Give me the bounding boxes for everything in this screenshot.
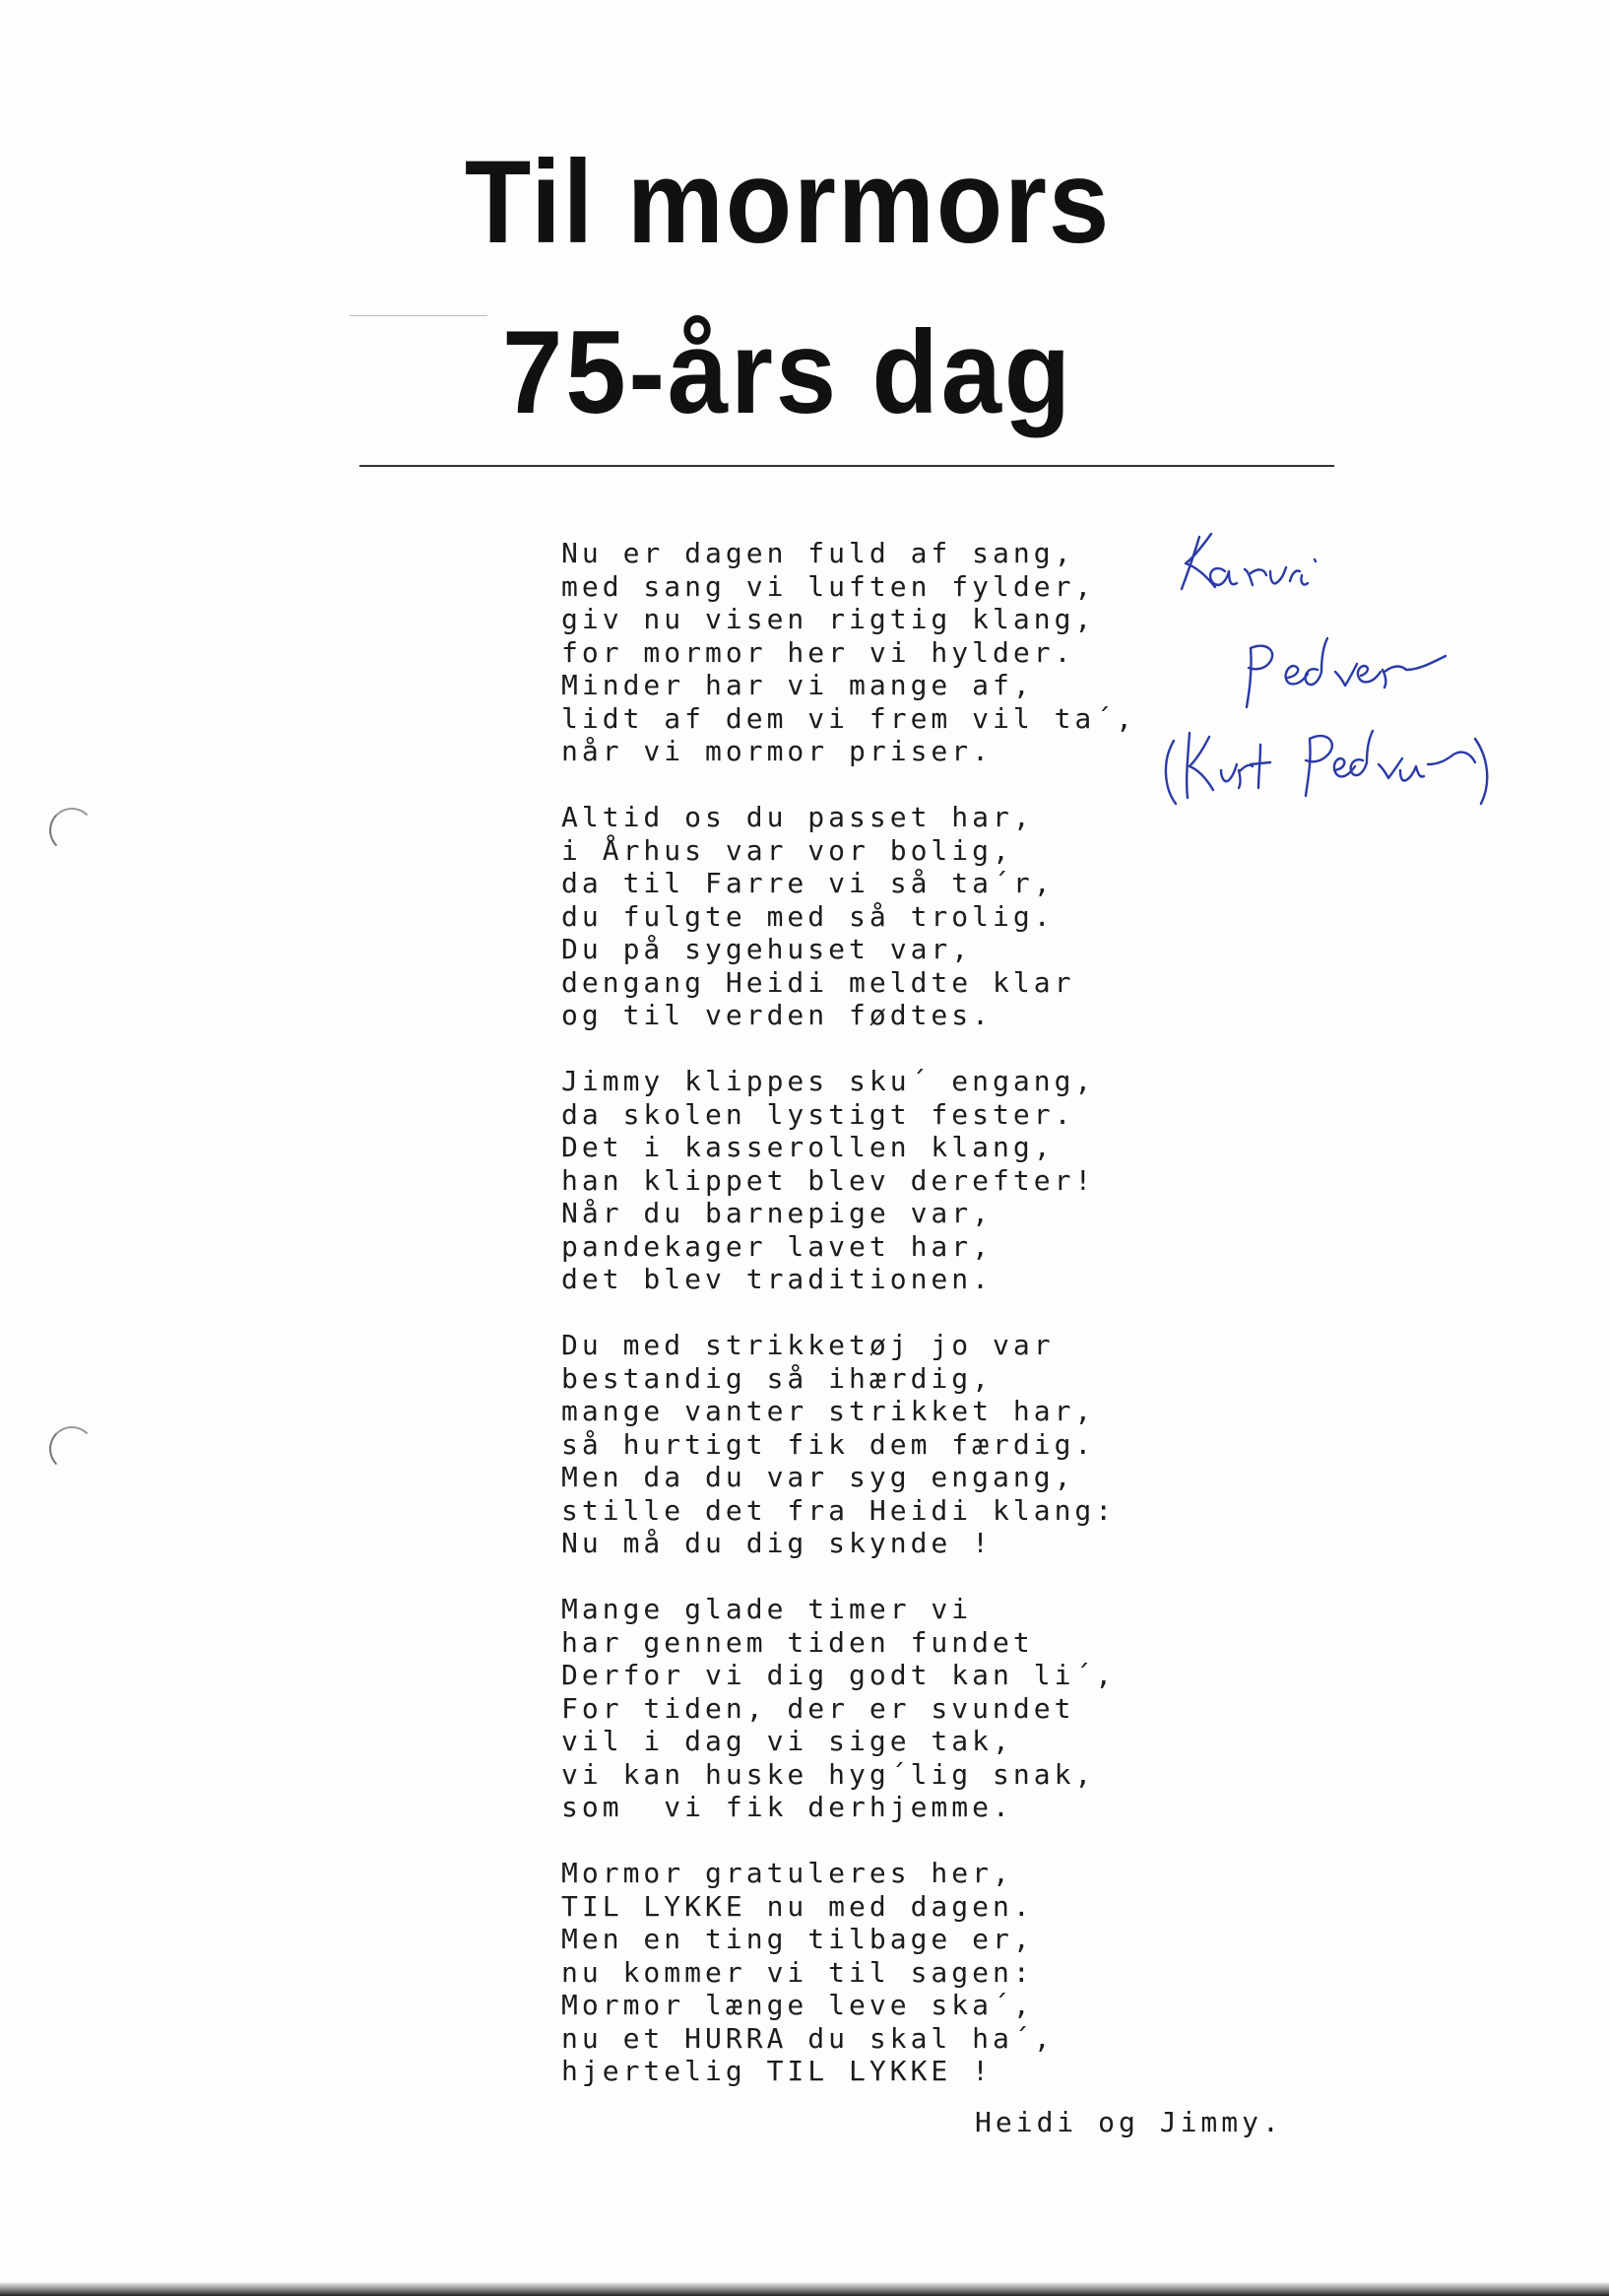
stanza-1 — [561, 537, 1270, 768]
poem-line: Du med strikketøj jo var — [561, 1329, 1055, 1361]
poem-line: Det i kasserollen klang, — [561, 1131, 1055, 1163]
poem-line: han klippet blev derefter! — [561, 1163, 1096, 1197]
scan-bottom-edge — [0, 2282, 1609, 2296]
poem-line: Når du barnepige var, — [561, 1197, 994, 1229]
poem-line: mange vanter strikket har, — [561, 1395, 1096, 1427]
handwriting-line-2 — [1247, 638, 1446, 707]
poem-line: bestandig så ihærdig, — [561, 1361, 994, 1395]
poem — [561, 537, 1270, 2121]
poem-line: giv nu visen rigtig klang, — [561, 603, 1096, 635]
poem-line: For tiden, der er svundet — [561, 1691, 1075, 1725]
stanza-4 — [561, 1329, 1270, 1560]
poem-line: når vi mormor priser. — [561, 735, 994, 767]
title-divider — [359, 465, 1334, 467]
stanza-5 — [561, 1593, 1270, 1824]
poem-line: Du på sygehuset var, — [561, 933, 973, 965]
poem-line: nu et HURRA du skal ha´, — [561, 2021, 1055, 2055]
poem-line: da til Farre vi så ta´r, — [561, 867, 1055, 899]
poem-line: Mormor gratuleres her, — [561, 1857, 1013, 1889]
poem-line: Minder har vi mange af, — [561, 669, 1034, 701]
punch-hole-top — [49, 808, 95, 853]
poem-line: som vi fik derhjemme. — [561, 1791, 1013, 1823]
stanza-2 — [561, 801, 1270, 1032]
poem-line: Jimmy klippes sku´ engang, — [561, 1065, 1096, 1097]
poem-line: Men en ting tilbage er, — [561, 1923, 1034, 1955]
poem-line: det blev traditionen. — [561, 1263, 994, 1295]
stanza-6 — [561, 1857, 1270, 2088]
poem-line: så hurtigt fik dem færdig. — [561, 1427, 1096, 1461]
poem-line: for mormor her vi hylder. — [561, 635, 1075, 669]
poem-line: lidt af dem vi frem vil ta´, — [561, 701, 1137, 735]
poem-line: Derfor vi dig godt kan li´, — [561, 1659, 1117, 1691]
stanza-3 — [561, 1065, 1270, 1296]
poem-line: i Århus var vor bolig, — [561, 833, 1013, 867]
poem-line: Nu må du dig skynde ! — [561, 1527, 994, 1559]
poem-line: du fulgte med så trolig. — [561, 899, 1055, 933]
poem-line: Mange glade timer vi — [561, 1593, 973, 1625]
poem-line: og til verden fødtes. — [561, 999, 994, 1031]
poem-line: stille det fra Heidi klang: — [561, 1493, 1117, 1527]
poem-line: Mormor længe leve ska´, — [561, 1989, 1034, 2021]
title-line-2: 75-års dag — [502, 306, 1073, 438]
signature: Heidi og Jimmy. — [975, 2106, 1283, 2138]
punch-hole-bottom — [49, 1426, 95, 1472]
poem-line: TIL LYKKE nu med dagen. — [561, 1889, 1034, 1923]
poem-line: med sang vi luften fylder, — [561, 569, 1096, 603]
poem-line: nu kommer vi til sagen: — [561, 1955, 1034, 1989]
poem-line: dengang Heidi meldte klar — [561, 965, 1075, 999]
poem-line: vil i dag vi sige tak, — [561, 1725, 1013, 1757]
poem-line: Nu er dagen fuld af sang, — [561, 537, 1075, 569]
poem-line: hjertelig TIL LYKKE ! — [561, 2055, 994, 2087]
poem-line: pandekager lavet har, — [561, 1229, 994, 1263]
poem-line: vi kan huske hyg´lig snak, — [561, 1757, 1096, 1791]
poem-line: Men da du var syg engang, — [561, 1461, 1075, 1493]
poem-line: har gennem tiden fundet — [561, 1625, 1034, 1659]
poem-line: Altid os du passet har, — [561, 801, 1034, 833]
poem-line: da skolen lystigt fester. — [561, 1097, 1075, 1131]
title-line-1: Til mormors — [464, 136, 1112, 268]
